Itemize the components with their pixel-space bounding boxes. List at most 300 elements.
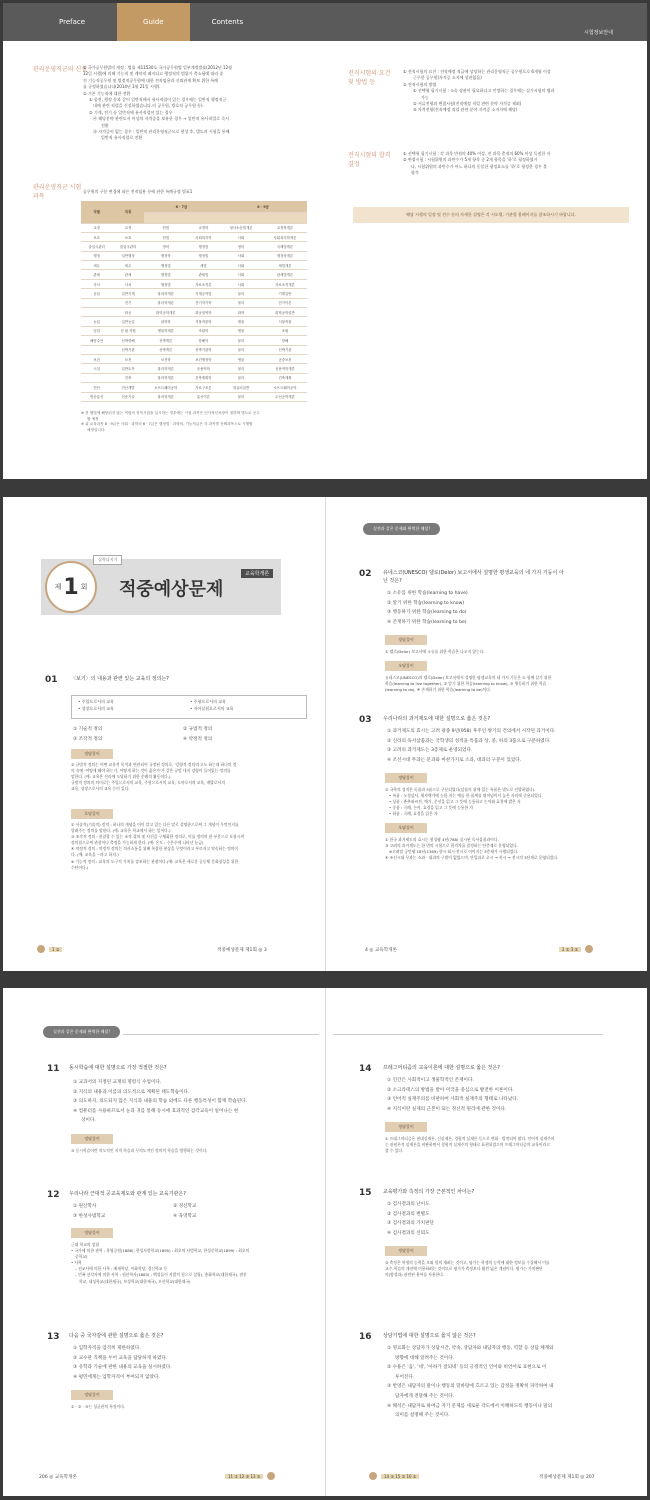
table-header [81,201,307,212]
page-spread-exam-11-16 [3,988,647,1496]
text-line: ② 서류전형과 면접시험(전직예정 직렬 관련 분야 자격증 제외) [413,101,522,107]
wrong-answer-label: 오답풀이 [385,823,427,833]
option[interactable]: ③ 한성사범학교 [73,1213,106,1219]
wrong-answer-label: 오답풀이 [385,661,427,671]
table-cell: 소프트웨어공학 [263,383,307,392]
table-cell: 관세법 [188,270,219,279]
table-cell: 사회복지학개론 [263,232,307,241]
question-text: 동시학습에 대한 설명으로 가장 적절한 것은? [69,1065,167,1071]
page-spread-guide [3,3,647,479]
section-label-exam-subjects: 관리운영직군 시험 과목 [33,184,82,200]
table-cell: 물리학개론 [144,289,188,298]
table-cell: 행정 [81,251,112,260]
sticker-text: 실전과 같은 문제와 완벽한 해설! [53,1029,110,1034]
chapter-title-block [41,559,281,615]
option[interactable]: ① 소유를 위한 학습(learning to have) [387,591,468,596]
round-badge [45,561,97,613]
text-line: 가능 [421,94,429,100]
table-cell: 세무 [112,261,143,270]
option[interactable]: ③ 반영은 내담자의 말이나 행동의 밑바탕에 흐르고 있는 감정을 정확히 파악하여 내 [387,1384,554,1390]
wrong-answer-label: 오답풀이 [71,809,113,819]
footer-answer-left [37,945,62,953]
option[interactable]: ④ 약정적 정의 [183,736,213,742]
table-cell: 선박기관 [263,345,307,354]
footer-page-right: 4 ◎ 교육학개론 [365,948,398,953]
table-cell: 보건행정학 [188,354,219,363]
table-cell: 응용역학개론 [263,364,307,373]
round-prefix: 제 [54,583,62,591]
option[interactable]: ① 명료화는 상담자가 상담시간, 약속, 상담자와 내담자의 행동, 역할 등 상담 체계와 [387,1346,554,1351]
note-line: ※ 현 행법에 해당되지 않는 직렬의 전직시험을 실시하는 경우에는 시험 과목은 인사혁신처장이 정하며 별도로 공고 [81,411,260,415]
table-cell: 화학학 [144,317,188,326]
table-cell: 물리학개론 [144,373,188,382]
text-line: ③ 측정은 학생의 능력을 모와 합의 재려는 것이고, 평가는 학생의 능력에 대한 정보를 수집해서 이를 [385,1260,550,1265]
option[interactable]: ② 알기 위한 학습(learning to know) [387,600,465,606]
table-cell: 교정학 [188,223,219,232]
table-cell: 사회복지학 [188,232,219,241]
option[interactable]: ③ 행동하기 위한 학습(learning to do) [387,610,467,616]
text-line: – 선교사에 의한 사학 : 배재학당, 이화학당, 경신학교 등 [75,1266,168,1272]
text-line: ① 서술적(기술적) 정의 : 하나의 개념을 이미 알고 있는 다른 말로 설명함으로써 그 개념이 무엇인지를 [71,822,239,827]
table-cell: 항해 [263,336,307,345]
col-header: 6 · 7급 [144,201,219,212]
option[interactable]: ① 과거제도의 효시는 고려 광종 9년(958) 후주인 쌍기의 건의에서 시작된 과거이다. [387,729,556,734]
option[interactable]: ② 신라의 독서삼품과는 국학생의 성적을 특품과 상, 중, 하의 3품으로 구분하였다. [387,738,551,744]
table-cell: 공업 [81,289,112,298]
option[interactable]: ④ 평민에게는 입학자격이 부여되지 않았다. [73,1374,160,1380]
answer-options [387,1344,631,1421]
subjects-table [81,201,307,402]
text-line: 닌 것은? [383,578,402,584]
question-text [383,569,623,585]
bullet-icon [37,945,45,953]
table-row [81,345,307,354]
text-line: • 특품 : 오경삼사, 제자백가에 능한 자는 예를 한 품계를 뛰어넘어서 높은 자리에 중용되었다. [389,793,543,799]
header-sticker [363,523,440,535]
answer-label: 정답풀이 [385,1122,427,1132]
info-note-banner: 해당 시행의 일정 및 전수 등의 자세한 설명은 각 시도별, 기관별 홈페이지를 참조하시기 바랍니다. [353,207,629,223]
table-cell: 일반기계 [112,289,143,298]
text-line: 나, 시험위원의 과반수가 어느 하나의 동일한 평정요소를 '하'로 평정한 경우 불 [411,163,547,169]
text-line: 12일 시행)에 의해 기능직 및 계약직 폐지되고 행정직의 범위가 축소됨에 따라 종 [83,71,224,77]
text-line: • 상품 : 춘추좌씨전, 예기, 문선을 읽고 그 뜻에 능통하고 논어와 효경에 밝은 자 [389,799,521,805]
text-line: 알려주는 정의를 말한다. (예: 교육은 학교에서 하는 일이다.) [71,828,171,834]
text-line: 말한다. (예: 교육은 진리에 도달하기 위한 순례의 활동이다.) [71,774,171,780]
table-cell: 행정법 [144,270,188,279]
table-cell: 응용역학 [188,364,219,373]
option[interactable]: ① 원산학사 [73,1204,97,1209]
note-line: 예정입니다. [87,427,106,432]
text-line: ① 선택형 필기시험 : 소속 장관이 필요하다고 인정하는 경우에는 실기시험의 병과 [413,88,555,94]
text-line: 할 수 있다. [385,1148,404,1154]
option: 담자에게 전달해 주는 것이다. [395,1393,455,1399]
table-row [81,383,307,392]
table-cell: 교정 [112,223,143,232]
footer-page-left: 206 ◎ 교육학개론 [39,1475,77,1480]
answer-options [387,1200,434,1238]
question-text: 교육평가와 측정의 가장 근본적인 차이는? [383,1189,475,1195]
table-cell: 세법 [188,261,219,270]
text-line: ㉯ 자격증이 없는 경우 : 일반직 관리운영직군으로 편성 후, 별도의 시험을 통해 [93,129,230,135]
question-number: 13 [47,1332,60,1342]
text-line: ② 국학의 성적은 독품과 3품으로 구분되었다(삼품의 위에 있는 특품은 별도로 선발하였다). [385,787,536,792]
table-row [81,317,307,326]
table-cell: 관세 [112,270,143,279]
option[interactable]: ① 인간은 사회적이고 생물학적인 존재이다. [387,1078,474,1083]
table-cell: 소프트웨어공학 [144,383,188,392]
table-row [81,242,307,251]
table-cell: 물리 [219,373,263,382]
page-gutter [325,988,326,1496]
table-cell: 사회 [219,261,263,270]
text-line: 일반직 유사직렬로 전환 [101,135,143,141]
table-cell: 생물 [219,317,263,326]
text-line: ④ 조선시대 무과는 소과 · 대과의 구별이 없었으며, 단일과로 초시 → 복시 → 전시의 3단계로 운영되었다. [385,855,559,861]
option[interactable]: ② 경신학교 [173,1204,197,1209]
footer-answer-right [369,1472,419,1480]
bullet-icon [369,1472,377,1480]
table-cell: 출입국관리 [81,242,112,251]
question-number: 12 [47,1190,60,1200]
table-cell [81,308,112,317]
option[interactable]: ④ 해석은 내담자로 하여금 자기 문제를 새로운 각도에서 이해하도록 행동이나 말의 [387,1403,553,1409]
option[interactable]: ③ 의도하지, 의도되지 않은 지식과 내용의 학습 외에도 다른 행동특성이 함께 학습된다. [73,1099,247,1105]
table-cell: 행정학개론 [263,251,307,260]
text-line: 전 기능직공무원 및 별정직공무원에 대한 전직임용과 신뢰관계 확보 위한 특례 [83,77,219,83]
table-cell: 화학 [219,308,263,317]
table-cell: 보건학 [144,354,188,363]
nav-guide[interactable]: Guide [117,3,190,41]
table-cell: 전송기술 [112,392,143,401]
option[interactable]: ③ 조작적 정의 [73,736,103,742]
option[interactable]: ③ 유학과 기술에 관한 내용의 교육을 실시하였다. [73,1365,172,1371]
nav-info [562,14,635,60]
table-cell: 보건 [112,354,143,363]
table-cell [81,298,112,307]
table-row [81,364,307,373]
table-cell: 공중보건 [263,354,307,363]
table-cell: 출입국관리 [112,242,143,251]
table-cell: 보호 [81,232,112,241]
col-header: 8 · 9급 [219,201,307,212]
table-cell: 물리학개론 [144,392,188,401]
footer-page-left: 적중예상문제 제1회 ◎ 3 [217,948,267,953]
table-cell: 선박기관학 [188,345,219,354]
header-rule [333,1034,603,1035]
text-line: – 민족 선각자에 의한 사학 : 원산학사(1883) : 백성들이 자발적 힘으로 설립), 흥화학교(대한제국), 점진 [75,1272,247,1278]
answer-label: 정답풀이 [71,1228,113,1238]
text-line: ① 전직시험의 요건 : 전직예정 직급에 상당하는 관리운영직군 공무원으로 6개월 이상 [403,69,551,74]
answer-label: 정답풀이 [71,1390,113,1400]
question-number: 01 [45,675,58,685]
table-cell: 생물 [219,326,263,335]
table-cell: 영어 [219,242,263,251]
table-cell: 세무 [81,261,112,270]
table-row [81,308,307,317]
nav-contents[interactable]: Contents [211,18,244,26]
table-cell: 선박기관 [112,345,143,354]
text-line: 의 속에 '어떻게 해야 하는가, 어떻게 하는 것이 옳은가'가 같은 규범 내지 강령이 들어있는 정의를 [71,768,231,774]
answer-explanation [71,1242,315,1285]
table-cell: 교정 [81,223,112,232]
note-line: ※ 위 교육과목 8 · 9급은 사회 · 과학의 6 · 7급은 행정법 · 과학의, 기능직급은 각 과목별 선택과목으로 시행할 [81,422,253,427]
section-label-requirements: 전직시험의 요건 및 방법 등 [348,70,391,86]
option[interactable]: ② 규범적 정의 [183,727,213,732]
table-cell: 물리 [219,345,263,354]
table-intro: 공무원의 구분 변경에 따른 전직임용 등에 관한 특례규정 별표1 [83,189,193,194]
table-row [81,373,307,382]
answer-options [387,727,627,765]
table-cell: 건축계획 [263,373,307,382]
table-cell: 전기자기학 [188,298,219,307]
text-line: 의(양성과) 관련된 용어를 사용한다. [385,1272,445,1278]
question-number: 15 [359,1188,372,1198]
table-cell: 일반농업 [112,317,143,326]
text-line: ③ 자격전형(전직예정 직렬 관련 분야 자격증 소지자에 해당) [413,107,518,113]
table-row [81,270,307,279]
example-item: • 자아실현으로서의 교육 [190,706,234,711]
table-cell: 관세 [81,270,112,279]
table-cell: 선박개론 [144,345,188,354]
answer-label: 정답풀이 [71,1134,113,1144]
bullet-icon [585,945,593,953]
text-line: 교수-학습의 개선에 이용하려는 것이므로 평가가 측정보다 훨씬 넓은 개념이다. 평가는 가치판단 [385,1266,543,1272]
option[interactable]: ② 소크라테스의 방법을 받아 미국을 중심으로 발전한 이론이다. [387,1087,514,1093]
table-cell: 관세법개론 [263,270,307,279]
table-cell: 행정법 [144,261,188,270]
table-cell: 무선공학개론 [263,392,307,401]
option: 방향에 대해 알려주는 것이다. [395,1355,455,1361]
text-line: (learning to do), ④ 존재하기 위한 학습(learning to be)이다. [385,687,492,693]
question-number: 16 [359,1332,372,1342]
text-line: • 하품 : 곡례, 효경을 읽은 자 [389,811,438,817]
option[interactable]: ④ 검사결과의 신뢰도 [387,1230,430,1236]
text-line: 수단이다.) [71,864,89,870]
table-cell: 산 림 자원 [112,326,143,335]
option: 루어진다. [395,1374,415,1380]
answer-options [73,1202,313,1221]
answer-explanation [71,762,311,792]
table-cell: 전기 [112,298,143,307]
option[interactable]: ① 기술적 정의 [73,727,103,732]
text-line: ① 프래그머티즘은 현대실재론, 신실재론, 경험적 실재론 등으로 변화 · 발전되어 왔다. 언어적 실재주의 [385,1136,555,1141]
question-text: 우리나라의 과거제도에 대한 설명으로 옳은 것은? [383,716,491,722]
wrong-answer-explanation [385,675,629,693]
table-row [81,223,307,232]
table-cell: 생물 [219,354,263,363]
answer-explanation: ① · ② · ③는 성균관의 특징이다. [71,1404,126,1409]
table-cell: 항해학 [188,336,219,345]
table-cell: 사회 [219,232,263,241]
question-text: 〈보기〉의 내용과 관련 있는 교육의 정의는? [71,676,169,682]
text-line: • 사학 [71,1260,82,1266]
table-cell [81,345,112,354]
text-line: 규범적 정의의 의미로는 주입으로서의 교육, 주형으로서의 교육, 도야로서의 교육, 계발로서의 [71,780,225,786]
example-item: • 성장으로서의 교육 [78,706,114,711]
option[interactable]: ② 교수관 직책을 두어 교육을 담당하게 하였다. [73,1355,168,1361]
table-cell: 보호 [112,232,143,241]
bullet-icon [267,1472,275,1480]
table-cell: 컴퓨터일반 [219,383,263,392]
table-cell: 자료조직개론 [263,279,307,288]
section-text-pass [403,151,639,177]
table-cell: 통신이론 [188,392,219,401]
table-cell: 전기이론 [263,298,307,307]
text-line: 전환 [101,122,109,128]
table-row [81,261,307,270]
table-cell: 식물작물 [263,317,307,326]
question-number: 11 [47,1064,60,1074]
option[interactable]: ① 입학자격을 엄격히 제한하였다. [73,1346,141,1351]
answer-label: 정답풀이 [385,1246,427,1256]
option[interactable]: ③ 고려의 과거제도는 3층제로 운영되었다. [387,748,473,754]
table-cell: 기계공작법 [188,289,219,298]
table-cell: 물리 [219,336,263,345]
top-nav [3,3,647,59]
sticker-text: 실전과 같은 문제와 완벽한 해설! [373,526,430,531]
table-cell: 자료조직론 [188,279,219,288]
table-cell: 조림학 [188,326,219,335]
option[interactable]: ② 검사결과의 변별도 [387,1211,430,1217]
table-cell: 사회 [219,279,263,288]
table-row [81,232,307,241]
header-rule [123,1034,319,1035]
text-line: 는 관념론적 실재론을 비판하면서 경험적 실재주의 형태로 표현되었으며 프레그머티즘의 교육이라고 [385,1142,550,1148]
table-cell: 물리 [219,364,263,373]
wrong-answer-explanation [71,822,311,871]
text-line: ㉮ 해당분야 관련도서 이상의 자격증을 보유한 경우 → 일반직 유사직렬로 즉시 [93,116,229,122]
table-cell: 일반토목 [112,364,143,373]
table-cell: 사서 [112,279,143,288]
table-row [81,279,307,288]
table-cell: 물리학개론 [144,298,188,307]
option[interactable]: ② 지식의 내용과 이를의 의도적으로 계획된 태도학습이다. [73,1089,190,1095]
answer-label: 정답풀이 [385,635,427,645]
footer-answer-right [559,945,593,953]
question-text: 프레그머티즘의 교육이론에 대한 설명으로 옳은 것은? [383,1065,500,1071]
col-header: 직렬 [81,201,112,223]
round-number: 1 [63,574,79,600]
question-text: 상담기법에 대한 설명으로 옳지 않은 것은? [383,1333,476,1339]
section-text-requirements [403,69,639,114]
answer-key: 2 ① 3 ② [559,947,581,952]
table-cell: 선박개론 [144,336,188,345]
text-line: • 국가에 의한 관학 : 육영공원(1886), 한성사범학교(1895) : 최초의 사범학교, 한성중학교(1899) : 최초의 [71,1248,250,1254]
text-line: 근대 학교의 설립 [71,1242,100,1247]
option[interactable]: ③ 언어적 실재주의를 비판하여 사회적 실재주의 형태로 나타났다. [387,1097,519,1103]
answer-label: 정답풀이 [385,773,427,783]
answer-explanation [385,1260,629,1278]
text-line: 유네스코(UNESCO)의 델로(Delor) 보고서에서 설명한 평생교육의 네 가지 기둥은 ① 함께 살기 위한 [385,675,552,680]
table-notes [81,411,311,433]
table-cell: 사서 [81,279,112,288]
text-line: 유네스코(UNESCO) 델로(Delor) 보고서에서 설명한 평생교육의 네 가지 기둥이 아 [383,570,564,576]
table-cell: 시설 [81,364,112,373]
answer-label: 정답풀이 [71,749,113,759]
subject-badge: 교육학개론 [241,569,273,578]
answer-key: 11 ③ 12 ③ 13 ③ [225,1474,263,1479]
table-cell: 세법개론 [263,261,307,270]
option[interactable]: ① 교과서의 지정된 교재의 명령식 수업이다. [73,1080,162,1085]
answer-options [387,589,468,627]
text-line: ② 면접시험 : 시험위원의 과반수가 5개 항목 중 2개 항목을 '하'로 평정하였거 [403,157,538,163]
text-line: ※고려말 공민왕 18년(1369) 향시·회시·전시로 이어지는 3층제가 시행되었다. [389,849,519,855]
table-cell: 임업 [81,326,112,335]
tag-label: 실력다지기 [93,555,122,565]
text-line: 다. (예: 교육을 ~라고 하자.) [71,852,119,858]
answer-explanation [385,787,629,817]
table-cell: 화학공학개론 [144,308,188,317]
table-cell: 물리학개론 [144,364,188,373]
option[interactable]: ② 수용은 '음', '네', '아하가 잘되네' 등의 긍정적인 언어와 비언어로 표현으로 이 [387,1365,547,1371]
table-cell: 헌법 [144,223,188,232]
option[interactable]: ③ 검사결과의 가치판단 [387,1221,434,1227]
table-cell: 조림 [263,326,307,335]
table-cell: 행정법 [188,251,219,260]
option[interactable]: ④ 조선시대 무과는 문과와 마찬가지로 소과, 대과의 구분이 있었다. [387,757,522,763]
nav-preface[interactable]: Preface [59,18,86,26]
table-row [81,354,307,363]
table-row [81,392,307,401]
option[interactable]: ④ 존재하기 위한 학습(learning to be) [387,619,467,625]
option[interactable]: ④ 지식이란 실제의 근본이 되는 정신적 원리에 관한 것이다. [387,1106,507,1112]
table-cell: 행정법 [144,279,188,288]
wrong-answer-explanation [385,837,629,861]
answer-explanation: ③ 동시학습이란 의도적인 지적 학습과 무의도적인 정의적 학습을 병행하는 것이다. [71,1148,208,1153]
answer-key: 1 ② [49,947,62,952]
table-cell: 교정학개론 [263,223,307,232]
text-line: ① 한국 과거제도의 효시는 원성왕 4년(788) 실시된 독서삼품과이다. [385,837,499,842]
table-cell: 해양수산 [81,336,112,345]
example-item: • 주입으로서의 교육 [78,699,114,704]
table-cell: 사회 [219,251,263,260]
text-line: 학습(learning to live together), ② 알기 위한 학습(learning to know), ③ 행동하기 위한 학습 [385,681,547,687]
table-cell: 방송통신 [81,392,112,401]
table-row [81,326,307,335]
answer-explanation: ① 델로(Delor) 보고서에 소유를 위한 학습은 나오지 않는다. [385,649,485,654]
table-cell: 건축계획학 [188,373,219,382]
table-row [81,336,307,345]
table-cell: 사회 [219,270,263,279]
table-cell: 기계일반 [263,289,307,298]
table-row [81,251,307,260]
option[interactable]: ① 검사결과의 난이도 [387,1202,430,1207]
section-text-new-group [83,65,313,142]
table-cell: 영어 [144,242,188,251]
table-cell: 물리 [219,298,263,307]
table-cell: 국제법개론 [263,242,307,251]
text-line: 합격 [411,170,419,176]
table-row [81,298,307,307]
text-line: 내에 관련 직렬을 신설하였습니다.의 공무원, 방호직 공무원 등). [93,103,204,109]
text-line: 중학교) [75,1254,88,1260]
table-cell: 화공열역학 [188,308,219,317]
answer-explanation [385,1136,629,1154]
text-line: • 중품 : 곡례, 논어, 효경을 읽고 그 뜻에 능통한 자 [389,805,474,811]
table-cell: 일반행정 [112,251,143,260]
note-line: 할 예정 [87,416,99,421]
answer-options [73,1344,313,1382]
option[interactable]: 상이다. [81,1118,96,1124]
section-label-pass: 전직시험의 합격 결정 [348,152,391,168]
option[interactable]: ④ 컴퓨터를 사용하므로서 눈과 귀를 통해 동시에 효과적인 감각교육이 일어나는 현 [73,1108,239,1114]
option[interactable]: ④ 육영학교 [173,1213,197,1219]
table-cell: 화학공학일반 [263,308,307,317]
answer-options [73,1078,313,1126]
question-number: 14 [359,1064,372,1074]
text-line: ④ 약정적 정의 : 약정적 정의는 의사소통을 위해 복잡한 현상을 무엇이라고 부르자고 약속하는 정의이 [71,846,239,852]
table-cell: 전산 [81,383,112,392]
